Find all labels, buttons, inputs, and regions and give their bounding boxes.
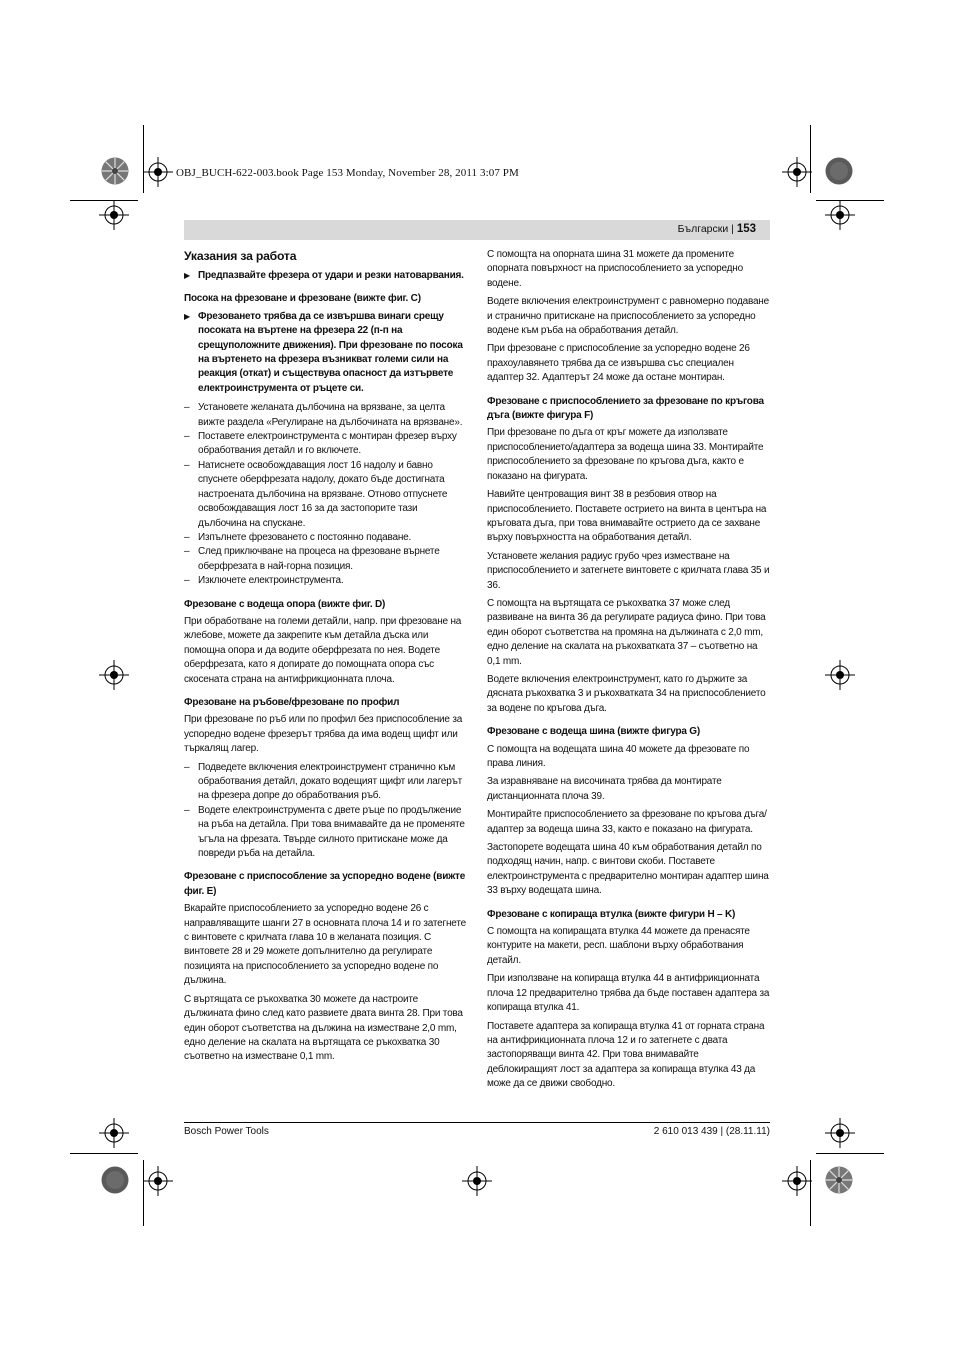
paragraph: С помощта на копиращата втулка 44 можете да пренасяте контурите на макети, респ. шаблони върху обработвания детайл. [487, 926, 750, 966]
list-item: – Натиснете освобождаващия лост 16 надолу и бавно спуснете оберфрезата надолу, докато бъде достигната настроената дълбочина на врязване. Отново отпуснете освобождаващия лост 16 за да застопорите тази дълбочина на спускане. [184, 459, 468, 531]
page-number: 153 [736, 223, 756, 235]
subheading-copy: Фрезоване с копираща втулка (вижте фигури H – K) [487, 908, 736, 920]
list-item: – След приключване на процеса на фрезоване върнете оберфрезата в най-горна позиция. [184, 545, 468, 574]
list-item: – Водете електроинструмента с двете ръце по продължение на ръба на детайла. При това внимавайте да не променяте ъгъла на фрезата. Твърде силното притискане може да повреди ръба на детайла. [184, 804, 468, 862]
registration-mark-icon [99, 660, 129, 690]
header-text: Български | 153 [677, 223, 756, 235]
grey-disc-icon [101, 1166, 129, 1194]
subheading-parallel: Фрезоване с приспособление за успоредно водене (вижте фиг. Е) [184, 871, 466, 897]
footer-brand: Bosch Power Tools [184, 1126, 269, 1137]
paragraph: За изравняване на височината трябва да монтирате дистанционната плоча 39. [487, 776, 722, 802]
list-item: – Поставете електроинструмента с монтиран фрезер върху обработвания детайл и го включете. [184, 430, 468, 459]
paragraph: Водете включения електроинструмент с равномерно подаване и странично притискане на приспособлението за успоредно водене към ръба на обработвания детайл. [487, 296, 769, 337]
registration-mark-icon [99, 1118, 129, 1148]
registration-mark-icon [825, 200, 855, 230]
paragraph: При обработване на големи детайли, напр. при фрезоване на жлебове, можете да закрепите към детайла дъска или помощна опора и да водите оберфрезата по нея. Водете оберфрезата, като я допирате до помощната опора със скосената страна на антифрикционната плоча. [184, 615, 462, 685]
registration-mark-icon [143, 157, 173, 187]
paragraph: С помощта на опорната шина 31 можете да промените опорната повърхност на приспособлението за успоредно водене. [487, 249, 743, 289]
section-title: Указания за работа [184, 249, 297, 263]
subheading-direction: Посока на фрезоване и фрезоване (вижте фиг. С) [184, 293, 421, 305]
list-item: – Установете желаната дълбочина на врязване, за целта вижте раздела «Регулиране на дълбочината на врязване». [184, 401, 468, 430]
subheading-circle: Фрезоване с приспособлението за фрезоване по кръгова дъга (вижте фигура F) [487, 395, 764, 422]
page-header [184, 220, 770, 240]
registration-mark-icon [462, 1166, 492, 1196]
subheading-edges: Фрезоване на ръбове/фрезоване по профил [184, 696, 400, 708]
grey-disc-icon [825, 157, 853, 185]
paragraph: С помощта на водещата шина 40 можете да фрезовате по права линия. [487, 743, 750, 769]
footer-rule [184, 1122, 770, 1123]
paragraph: Вкарайте приспособлението за успоредно водене 26 с направляващите шанги 27 в основната плоча 14 и го затегнете с винтовете с крилчата глава 10 в желаната позиция. С винтовете 28 и 29 можете допълнително да регулирате позицията на приспособлението за успоредно водене по дължина. [184, 903, 466, 987]
paragraph: Установете желания радиус грубо чрез изместване на приспособлението и затегнете винтовете с крилчата глава 35 и 36. [487, 550, 770, 591]
list-item: – Подведете включения електроинструмент странично към обработвания детайл, докато водещият щифт или лагерът на фрезера допре до обработвания ръб. [184, 761, 468, 804]
steps-list [184, 401, 468, 588]
registration-mark-icon [99, 200, 129, 230]
paragraph: При използване на копираща втулка 44 в антифрикционната плоча 12 предварително трябва да бъде поставен адаптера за копираща втулка 41. [487, 973, 770, 1014]
paragraph: Навийте центроващия винт 38 в резбовия отвор на приспособлението. Поставете острието на винта в центъра на кръговата дъга, при това внимавайте острието да се захване върху повърхността на обработвания детайл. [487, 489, 767, 544]
paragraph: При фрезоване по ръб или по профил без приспособление за успоредно водене фрезерът трябва да има водещ щифт или търкалящ лагер. [184, 714, 463, 755]
print-slug: OBJ_BUCH-622-003.book Page 153 Monday, November 28, 2011 3:07 PM [176, 167, 519, 179]
header-language: Български [677, 223, 729, 235]
star-target-icon [101, 157, 129, 185]
registration-mark-icon [825, 660, 855, 690]
registration-mark-icon [782, 157, 812, 187]
footer-doc-number: 2 610 013 439 | (28.11.11) [653, 1126, 770, 1137]
left-column [184, 248, 468, 1069]
registration-mark-icon [782, 1166, 812, 1196]
warning-bullet: ▶ Фрезоването трябва да се извършва винаги срещу посоката на въртене на фрезера 22 (п-п на срещуположните движения). При фрезоване по посока на въртенето на фрезера възникват големи сили на реакция (откат) и съществува опасност да изтървете електроинструмента от ръцете си. [184, 310, 468, 396]
list-item: – Изпълнете фрезоването с постоянно подаване. [184, 531, 468, 545]
star-target-icon [825, 1166, 853, 1194]
list-item: – Изключете електроинструмента. [184, 574, 468, 588]
warning-bullet: ▶ Предпазвайте фрезера от удари и резки натоварвания. [184, 269, 468, 283]
edge-steps-list [184, 761, 468, 862]
paragraph: С въртящата се ръкохватка 30 можете да настроите дължината фино след като развиете двата винта 28. При това един оборот съответства на дължина на изместване 2,0 mm, едно деление на скалата на въртящата се ръкохватка 30 съответно на изместване 0,1 mm. [184, 993, 463, 1063]
paragraph: При фрезоване с приспособление за успоредно водене 26 прахоулавянето трябва да се извършва със специален адаптер 32. Адаптерът 24 може да остане монтиран. [487, 343, 750, 384]
subheading-rail: Фрезоване с водеща шина (вижте фигура G) [487, 726, 700, 738]
paragraph: Застопорете водещата шина 40 към обработвания детайл по подходящ начин, напр. с винтови скоби. Поставете електроинструмента с предварително монтиран адаптер шина 33 върху водещата шина. [487, 842, 769, 897]
registration-mark-icon [825, 1118, 855, 1148]
paragraph: С помощта на въртящата се ръкохватка 37 може след развиване на винта 36 да регулирате радиуса фино. При това един оборот съответства на промяна на дължината с 2,0 mm, едно деление на скалата на ръкохватката 37 – съответно на 0,1 mm. [487, 597, 766, 667]
paragraph: Монтирайте приспособлението за фрезоване по кръгова дъга/адаптер за водеща шина 33, както е показано на фигурата. [487, 809, 767, 835]
paragraph: При фрезоване по дъга от кръг можете да използвате приспособлението/адаптера за водеща шина 33. Монтирайте приспособлението за фрезоване по кръгова дъга, както е показано на фигурата. [487, 427, 764, 482]
right-column [487, 248, 771, 1096]
subheading-guide-support: Фрезоване с водеща опора (вижте фиг. D) [184, 598, 386, 610]
paragraph: Поставете адаптера за копираща втулка 41 от горната страна на антифрикционната плоча 12 и го затегнете с двата застопоряващи винта 42. При това внимавайте деблокиращият лост за адаптера за копираща втулка 43 да може да се движи свободно. [487, 1020, 765, 1090]
paragraph: Водете включения електроинструмент, като го държите за дясната ръкохватка 3 и ръкохватката 34 на приспособлението за водене по кръгова дъга. [487, 673, 766, 714]
registration-mark-icon [143, 1166, 173, 1196]
